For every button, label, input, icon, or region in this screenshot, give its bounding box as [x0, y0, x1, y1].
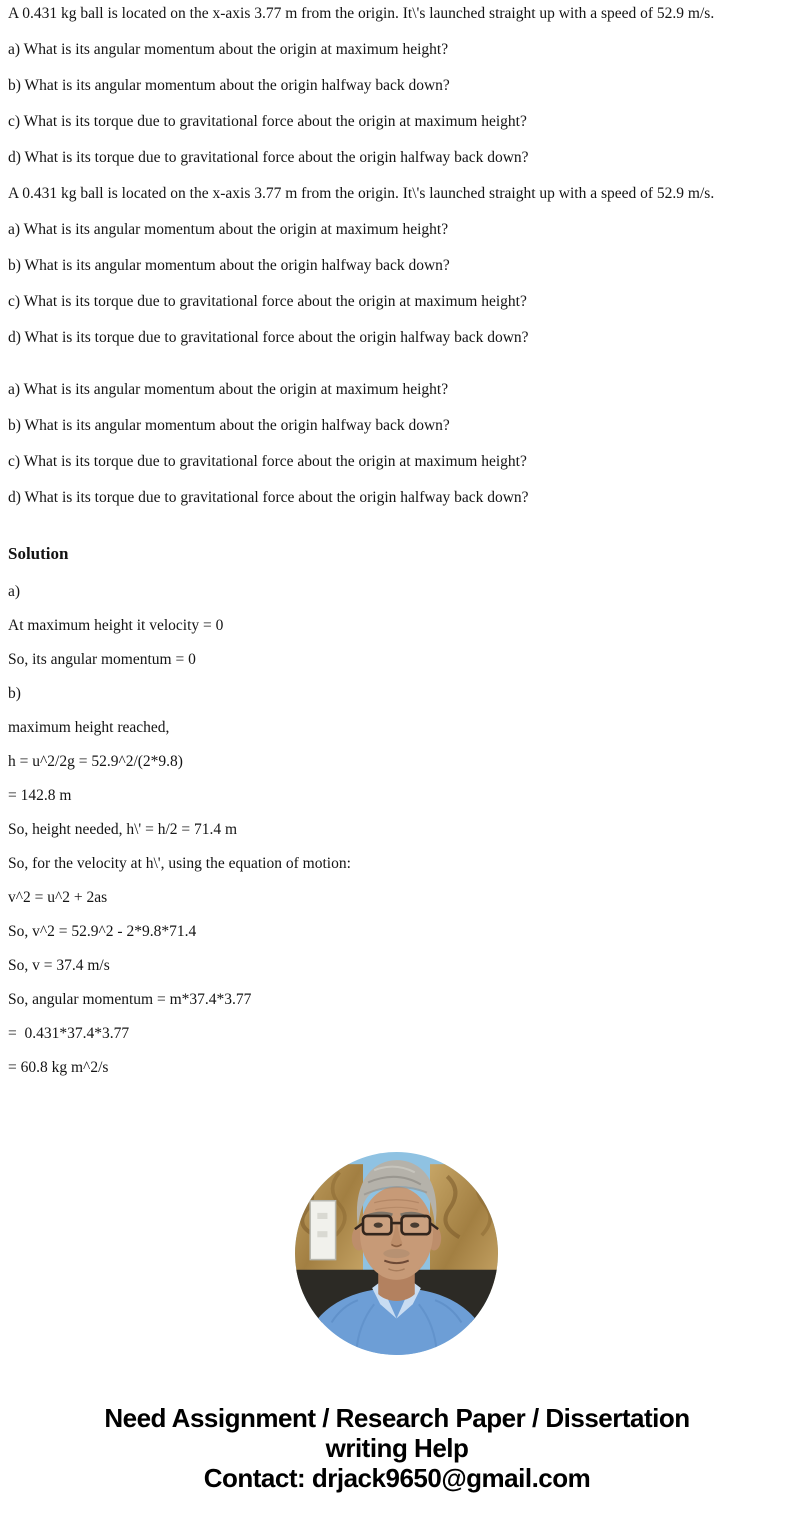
question-b: b) What is its angular momentum about the origin halfway back down?: [8, 257, 450, 274]
problem-block-1: [8, 6, 786, 166]
question-d: d) What is its torque due to gravitational force about the origin halfway back down?: [8, 329, 529, 346]
solution-line: = 142.8 m: [8, 787, 72, 804]
tutor-portrait-photo: [295, 1152, 498, 1355]
solution-body: [8, 584, 786, 1076]
solution-line: a): [8, 583, 21, 600]
solution-line: b): [8, 685, 21, 702]
solution-line: So, its angular momentum = 0: [8, 651, 196, 668]
glasses-lens-right: [402, 1216, 430, 1234]
question-c: c) What is its torque due to gravitational force about the origin at maximum height?: [8, 293, 527, 310]
problem-intro: A 0.431 kg ball is located on the x-axis 3.77 m from the origin. It\'s launched straight up with a speed of 52.9 m/s.: [8, 185, 715, 202]
question-a: a) What is its angular momentum about the origin at maximum height?: [8, 381, 449, 398]
question-b: b) What is its angular momentum about the origin halfway back down?: [8, 417, 450, 434]
problem-block-2: [8, 186, 786, 346]
solution-line: So, v^2 = 52.9^2 - 2*9.8*71.4: [8, 923, 197, 940]
solution-heading: Solution: [8, 544, 69, 563]
question-a: a) What is its angular momentum about the origin at maximum height?: [8, 41, 449, 58]
solution-line: So, angular momentum = m*37.4*3.77: [8, 991, 252, 1008]
portrait-illustration: [295, 1152, 498, 1355]
problem-intro: A 0.431 kg ball is located on the x-axis 3.77 m from the origin. It\'s launched straight up with a speed of 52.9 m/s.: [8, 5, 715, 22]
question-c: c) What is its torque due to gravitational force about the origin at maximum height?: [8, 453, 527, 470]
question-a: a) What is its angular momentum about the origin at maximum height?: [8, 221, 449, 238]
question-b: b) What is its angular momentum about the origin halfway back down?: [8, 77, 450, 94]
question-d: d) What is its torque due to gravitational force about the origin halfway back down?: [8, 149, 529, 166]
solution-line: So, v = 37.4 m/s: [8, 957, 110, 974]
questions-block-3: [8, 382, 786, 506]
footer-line-1: Need Assignment / Research Paper / Dissertation: [104, 1403, 690, 1433]
question-c: c) What is its torque due to gravitational force about the origin at maximum height?: [8, 113, 527, 130]
solution-line: maximum height reached,: [8, 719, 170, 736]
solution-line-clipped: = 60.8 kg m^2/s: [8, 1059, 109, 1076]
footer-contact-email: Contact: drjack9650@gmail.com: [203, 1463, 591, 1493]
footer-line-2: writing Help: [325, 1433, 469, 1463]
switch-plate: [310, 1201, 335, 1260]
solution-line: = 0.431*37.4*3.77: [8, 1025, 130, 1042]
solution-line: h = u^2/2g = 52.9^2/(2*9.8): [8, 753, 183, 770]
solution-line: At maximum height it velocity = 0: [8, 617, 224, 634]
solution-line: v^2 = u^2 + 2as: [8, 889, 108, 906]
question-d: d) What is its torque due to gravitational force about the origin halfway back down?: [8, 489, 529, 506]
footer-banner: [0, 1403, 794, 1493]
mustache-shadow: [383, 1249, 409, 1258]
solution-line: So, height needed, h\' = h/2 = 71.4 m: [8, 821, 238, 838]
solution-line: So, for the velocity at h\', using the equation of motion:: [8, 855, 351, 872]
glasses-lens-left: [363, 1216, 391, 1234]
